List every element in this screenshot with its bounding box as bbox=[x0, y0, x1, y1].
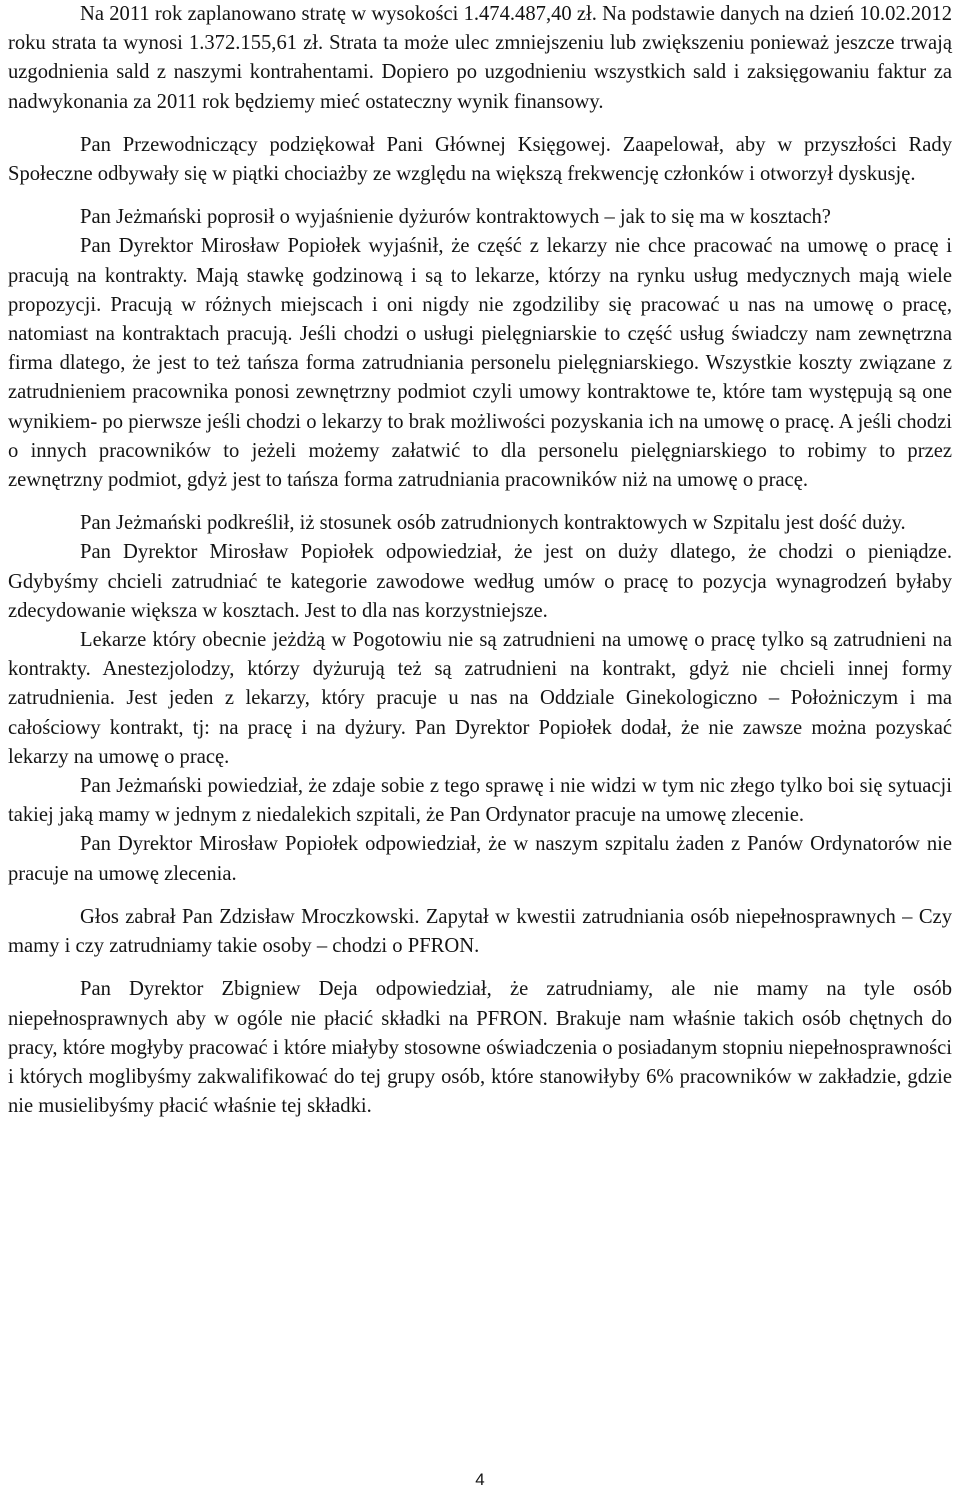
paragraph-jezmanski-question: Pan Jeżmański poprosił o wyjaśnienie dyżurów kontraktowych – jak to się ma w kosztach? bbox=[80, 206, 831, 229]
paragraph-loss-2011: Na 2011 rok zaplanowano stratę w wysokości 1.474.487,40 zł. Na podstawie danych na dzień 10.02.2012 roku strata ta wynosi 1.372.155,61 zł. Strata ta może ulec zmniejszeniu lub zwiększeniu ponieważ jeszcze trwają uzgodnienia sald z naszymi kontrahentami. Dopiero po uzgodnieniu wszystkich sald i zaksięgowaniu faktur za nadwykonania za 2011 rok będziemy mieć ostateczny wynik finansowy. bbox=[8, 3, 952, 113]
page-number: 4 bbox=[475, 1470, 485, 1489]
paragraph-director-ordinators: Pan Dyrektor Mirosław Popiołek odpowiedział, że w naszym szpitalu żaden z Panów Ordynatorów nie pracuje na umowę zlecenia. bbox=[8, 833, 952, 885]
paragraph-chairman-thanks: Pan Przewodniczący podziękował Pani Głównej Księgowej. Zaapelował, aby w przyszłości Rady Społeczne odbywały się w piątki chociażby ze względu na większą frekwencję członków i otworzył dyskusję. bbox=[8, 133, 952, 186]
paragraph-deja-reply: Pan Dyrektor Zbigniew Deja odpowiedział, że zatrudniamy, ale nie mamy na tyle osób niepełnosprawnych aby w ogóle nie płacić składki na PFRON. Brakuje nam właśnie takich osób chętnych do pracy, które mogłyby pracować i które miałyby stosowne oświadczenia o posiadanym stopniu niepełnosprawności i których moglibyśmy zakwalifikować do tej grupy osób, które stanowiłyby 6% pracowników w zakładzie, gdzie nie musielibyśmy płacić właśnie tej składki. bbox=[8, 978, 952, 1118]
paragraph-mroczkowski-question: Głos zabrał Pan Zdzisław Mroczkowski. Zapytał w kwestii zatrudniania osób niepełnosprawnych – Czy mamy i czy zatrudniamy takie osoby – chodzi o PFRON. bbox=[8, 905, 952, 958]
paragraph-director-explanation: Pan Dyrektor Mirosław Popiołek wyjaśnił, że część z lekarzy nie chce pracować na umowę o pracę i pracują na kontrakty. Mają stawkę godzinową i są to lekarze, którzy na rynku usług medycznych mają wiele propozycji. Pracują w różnych miejscach i oni nigdy nie zgodziliby się pracować u nas na umowę o pracę, natomiast na kontraktach pracują. Jeśli chodzi o usługi pielęgniarskie to część usług świadczy nam zewnętrzna firma dlatego, że jest to też tańsza forma zatrudniania personelu pielęgniarskiego. Wszystkie koszty związane z zatrudnieniem pracownika ponosi zewnętrzny podmiot czyli umowy kontraktowe te, które tam występują są one wynikiem- po pierwsze jeśli chodzi o lekarzy to brak możliwości pozyskania ich na umowę o pracę. A jeśli chodzi o innych pracowników to jeżeli możemy załatwić to dla personelu pielęgniarskiego to robimy to przez zewnętrzny podmiot, gdyż jest to tańsza forma zatrudniania pracowników niż na umowę o pracę. bbox=[8, 235, 952, 492]
paragraph-jezmanski-concern: Pan Jeżmański powiedział, że zdaje sobie z tego sprawę i nie widzi w tym nic złego tylko boi się sytuacji takiej jaką mamy w jednym z niedalekich szpitali, że Pan Ordynator pracuje na umowę zlecenie. bbox=[8, 775, 952, 827]
paragraph-jezmanski-remark: Pan Jeżmański podkreślił, iż stosunek osób zatrudnionych kontraktowych w Szpitalu jest dość duży. bbox=[80, 512, 906, 535]
paragraph-director-reply: Pan Dyrektor Mirosław Popiołek odpowiedział, że jest on duży dlatego, że chodzi o pieniądze. Gdybyśmy chcieli zatrudniać te kategorie zawodowe według umów o pracę to pozycja wynagrodzeń byłaby zdecydowanie większa w kosztach. Jest to dla nas korzystniejsze. bbox=[8, 541, 952, 622]
paragraph-doctors-contracts: Lekarze który obecnie jeżdżą w Pogotowiu nie są zatrudnieni na umowę o pracę tylko są zatrudnieni na kontrakty. Anestezjolodzy, którzy dyżurują też są zatrudnieni na kontrakt, gdyż nie chcieli innej formy zatrudnienia. Jest jeden z lekarzy, który pracuje u nas na Oddziale Ginekologiczno – Położniczym i ma całościowy kontrakt, tj: na pracę i na dyżury. Pan Dyrektor Popiołek dodał, że nie zawsze można pozyskać lekarzy na umowę o pracę. bbox=[8, 629, 952, 768]
